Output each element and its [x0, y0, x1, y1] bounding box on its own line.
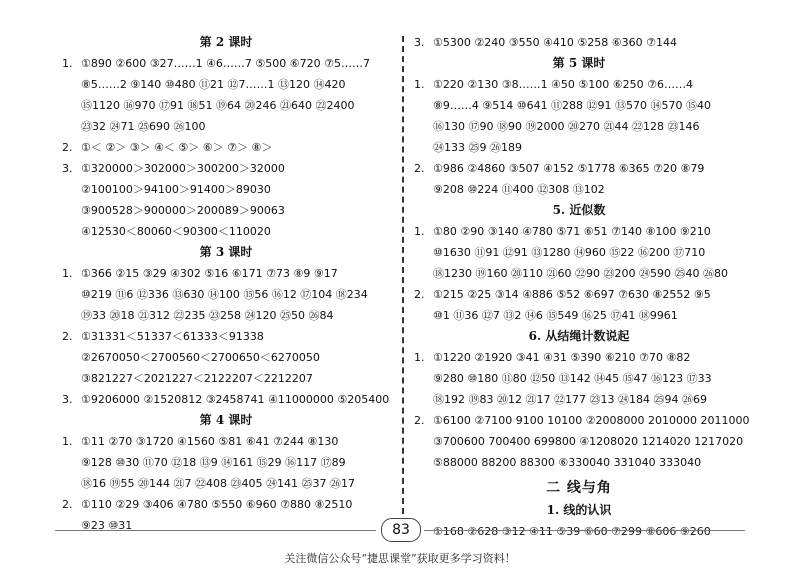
answer-line — [62, 515, 390, 536]
answer-text: ①＜ ②＞ ③＞ ④＜ ⑤＞ ⑥＞ ⑦＞ ⑧＞ — [81, 141, 273, 154]
answer-text: ⑨128 ⑩30 ⑪70 ⑫18 ⑬9 ⑭161 ⑮29 ⑯117 ⑰89 — [81, 456, 346, 469]
question-number: 2. — [62, 141, 73, 154]
answer-line — [414, 179, 744, 200]
answer-text: ①110 ②29 ③406 ④780 ⑤550 ⑥960 ⑦880 ⑧2510 — [81, 498, 353, 511]
answer-text: ⑮1120 ⑯970 ⑰91 ⑱51 ⑲64 ⑳246 ㉑640 ㉒2400 — [81, 99, 355, 112]
answer-line — [414, 431, 744, 452]
answer-line — [62, 95, 390, 116]
answer-line — [62, 263, 390, 284]
answer-line — [414, 137, 744, 158]
question-number: 2. — [62, 498, 73, 511]
section-heading: 第 2 课时 — [199, 35, 253, 49]
answer-line — [62, 452, 390, 473]
answer-line — [62, 116, 390, 137]
answer-text: ③821227＜2021227＜2122207＜2212207 — [81, 372, 313, 385]
answer-text: ⑱16 ⑲55 ⑳144 ㉑7 ㉒408 ㉓405 ㉔141 ㉕37 ㉖17 — [81, 477, 355, 490]
question-number: 1. — [414, 225, 425, 238]
answer-line — [62, 326, 390, 347]
answer-line — [62, 494, 390, 515]
section-heading: 第 4 课时 — [199, 413, 253, 427]
answer-line — [62, 305, 390, 326]
answer-text: ③700600 700400 699800 ④1208020 1214020 1217020 — [433, 435, 744, 448]
answer-text: ④12530＜80060＜90300＜110020 — [81, 225, 271, 238]
answer-text: ⑨23 ⑩31 — [81, 519, 133, 532]
question-number: 2. — [414, 288, 425, 301]
right-column — [414, 32, 750, 542]
answer-line — [62, 221, 390, 242]
answer-line — [414, 32, 744, 53]
answer-text: ⑩1 ⑪36 ⑫7 ⑬2 ⑭6 ⑮549 ⑯25 ⑰41 ⑱9961 — [433, 309, 678, 322]
answer-text: ①220 ②130 ③8……1 ④50 ⑤100 ⑥250 ⑦6……4 — [433, 78, 693, 91]
answer-line — [414, 410, 750, 431]
footer-note: 关注微信公众号“捷思课堂”获取更多学习资料！ — [284, 552, 516, 565]
answer-text: ①320000＞302000＞300200＞32000 — [81, 162, 285, 175]
answer-line — [62, 347, 390, 368]
question-number: 1. — [62, 57, 73, 70]
answer-text: ①9206000 ②1520812 ③2458741 ④11000000 ⑤205400 — [81, 393, 390, 406]
answer-text: ①168 ②628 ③12 ④11 ⑤39 ⑥60 ⑦299 ⑧606 ⑨260 — [433, 525, 711, 538]
answer-text: ㉓32 ㉔71 ㉕690 ㉖100 — [81, 120, 206, 133]
answer-text: ①6100 ②7100 9100 10100 ②2008000 2010000 2011000 — [433, 414, 750, 427]
answer-line — [414, 242, 744, 263]
column-divider — [402, 36, 404, 514]
question-number: 1. — [414, 351, 425, 364]
answer-text: ①80 ②90 ③140 ④780 ⑤71 ⑥51 ⑦140 ⑧100 ⑨210 — [433, 225, 711, 238]
answer-line — [62, 158, 390, 179]
answer-line — [62, 368, 390, 389]
answer-line — [414, 521, 744, 542]
question-number: 3. — [414, 36, 425, 49]
answer-text: ②100100＞94100＞91400＞89030 — [81, 183, 271, 196]
question-number: 2. — [62, 330, 73, 343]
answer-text: ①11 ②70 ③1720 ④1560 ⑤81 ⑥41 ⑦244 ⑧130 — [81, 435, 339, 448]
answer-text: ①986 ②4860 ③507 ④152 ⑤1778 ⑥365 ⑦20 ⑧79 — [433, 162, 705, 175]
answer-text: ⑧9……4 ⑨514 ⑩641 ⑪288 ⑫91 ⑬570 ⑭570 ⑮40 — [433, 99, 712, 112]
answer-line — [62, 389, 390, 410]
answer-line — [414, 263, 744, 284]
answer-line — [62, 53, 390, 74]
answer-line — [62, 137, 390, 158]
section-heading: 1. 线的认识 — [546, 503, 612, 517]
answer-text: ⑯130 ⑰90 ⑱90 ⑲2000 ⑳270 ㉑44 ㉒128 ㉓146 — [433, 120, 700, 133]
question-number: 1. — [62, 435, 73, 448]
answer-line — [62, 284, 390, 305]
answer-text: ⑩219 ⑪6 ⑫336 ⑬630 ⑭100 ⑮56 ⑯12 ⑰104 ⑱234 — [81, 288, 368, 301]
answer-text: ①31331＜51337＜61333＜91338 — [81, 330, 264, 343]
answer-line — [62, 179, 390, 200]
answer-line — [414, 74, 744, 95]
question-number: 1. — [62, 267, 73, 280]
section-heading: 第 3 课时 — [199, 245, 253, 259]
answer-text: ①366 ②15 ③29 ④302 ⑤16 ⑥171 ⑦73 ⑧9 ⑨17 — [81, 267, 338, 280]
answer-text: ⑱1230 ⑲160 ⑳110 ㉑60 ㉒90 ㉓200 ㉔590 ㉕40 ㉖80 — [433, 267, 728, 280]
answer-text: ⑨280 ⑩180 ⑪80 ⑫50 ⑬142 ⑭45 ⑮47 ⑯123 ⑰33 — [433, 372, 712, 385]
answer-line — [414, 347, 744, 368]
answer-text: ⑩1630 ⑪91 ⑫91 ⑬1280 ⑭960 ⑮22 ⑯200 ⑰710 — [433, 246, 706, 259]
page-number: 83 — [381, 518, 421, 542]
answer-text: ②2670050＜2700560＜2700650＜6270050 — [81, 351, 320, 364]
question-number: 1. — [414, 78, 425, 91]
answer-text: ⑲33 ⑳18 ㉑312 ㉒235 ㉓258 ㉔120 ㉕50 ㉖84 — [81, 309, 334, 322]
section-heading: 5. 近似数 — [552, 203, 606, 217]
answer-text: ㉔133 ㉕9 ㉖189 — [433, 141, 522, 154]
answer-text: ⑨208 ⑩224 ⑪400 ⑫308 ⑬102 — [433, 183, 605, 196]
answer-line — [62, 74, 390, 95]
answer-text: ①1220 ②1920 ③41 ④31 ⑤390 ⑥210 ⑦70 ⑧82 — [433, 351, 691, 364]
answer-text: ③900528＞900000＞200089＞90063 — [81, 204, 285, 217]
chapter-heading: 二 线与角 — [546, 480, 612, 496]
question-number: 2. — [414, 162, 425, 175]
answer-line — [62, 473, 390, 494]
answer-line — [414, 221, 744, 242]
answer-line — [414, 116, 744, 137]
answer-line — [414, 389, 744, 410]
left-column — [62, 32, 390, 536]
answer-line — [414, 95, 744, 116]
answer-text: ①890 ②600 ③27……1 ④6……7 ⑤500 ⑥720 ⑦5……7 — [81, 57, 370, 70]
question-number: 3. — [62, 162, 73, 175]
answer-line — [62, 200, 390, 221]
answer-text: ⑱192 ⑲83 ⑳12 ㉑17 ㉒177 ㉓13 ㉔184 ㉕94 ㉖69 — [433, 393, 707, 406]
section-heading: 第 5 课时 — [552, 56, 606, 70]
section-heading: 6. 从结绳计数说起 — [528, 329, 630, 343]
question-number: 3. — [62, 393, 73, 406]
answer-text: ①5300 ②240 ③550 ④410 ⑤258 ⑥360 ⑦144 — [433, 36, 677, 49]
answer-text: ⑧5……2 ⑨140 ⑩480 ⑪21 ⑫7……1 ⑬120 ⑭420 — [81, 78, 346, 91]
answer-line — [62, 431, 390, 452]
answer-line — [414, 452, 744, 473]
answer-line — [414, 368, 744, 389]
answer-text: ①215 ②25 ③14 ④886 ⑤52 ⑥697 ⑦630 ⑧2552 ⑨5 — [433, 288, 711, 301]
answer-line — [414, 305, 744, 326]
question-number: 2. — [414, 414, 425, 427]
answer-line — [414, 284, 744, 305]
answer-text: ⑤88000 88200 88300 ⑥330040 331040 333040 — [433, 456, 702, 469]
answer-line — [414, 158, 744, 179]
